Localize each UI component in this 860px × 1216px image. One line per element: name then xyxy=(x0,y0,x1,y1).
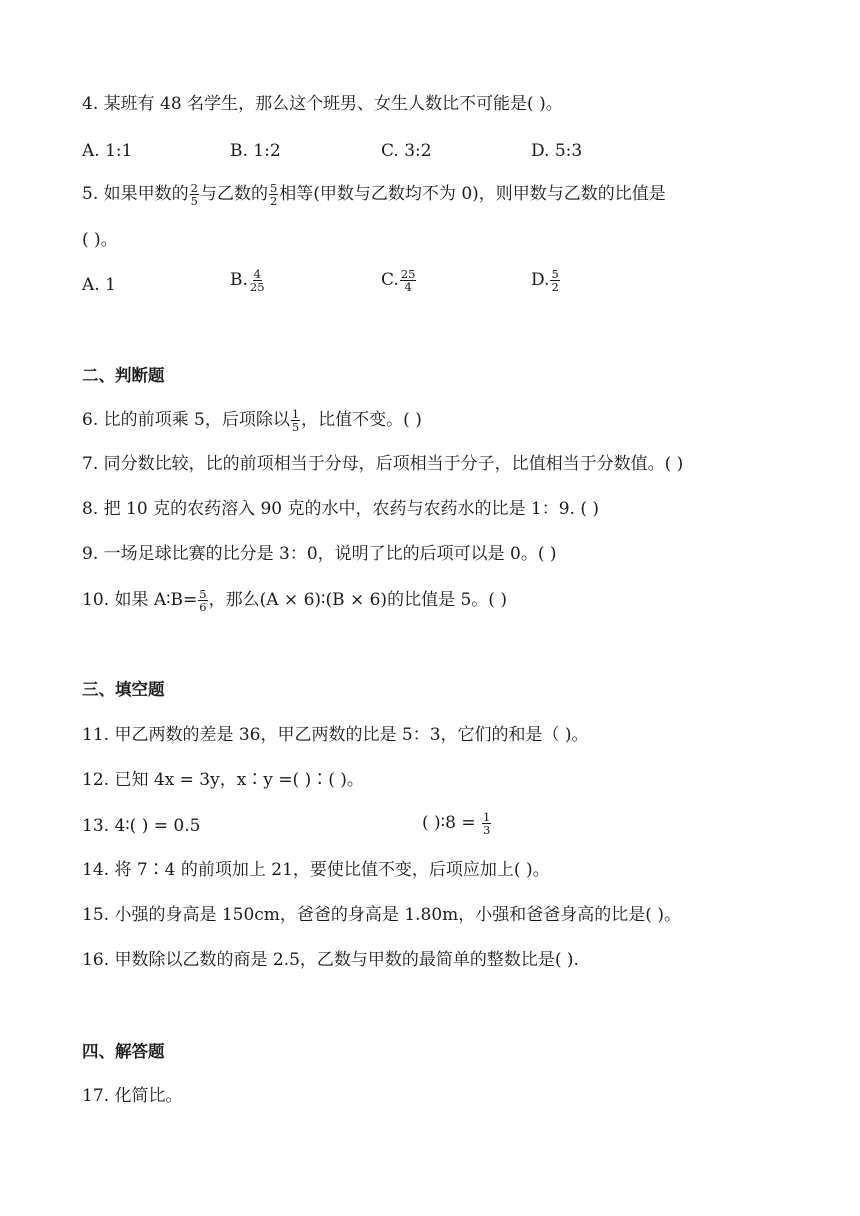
question-7: 7. 同分数比较，比的前项相当于分母，后项相当于分子，比值相当于分数值。( ) xyxy=(82,454,684,474)
question-13-part-b: ( )∶8 = $\frac{1}{3}$ xyxy=(422,810,491,837)
question-15: 15. 小强的身高是 150cm，爸爸的身高是 1.80m，小强和爸爸身高的比是( )。 xyxy=(82,905,681,925)
question-6: 6. 比的前项乘 5，后项除以 $\frac{1}{5}$ ，比值不变。( ) xyxy=(82,407,422,434)
section-3-title: 三、填空题 xyxy=(82,680,165,699)
section-2-title: 二、判断题 xyxy=(82,366,165,385)
question-14: 14. 将 7∶4 的前项加上 21，要使比值不变，后项应加上( )。 xyxy=(82,860,550,880)
question-5-blank: ( )。 xyxy=(82,230,118,250)
question-4-stem: 4. 某班有 48 名学生，那么这个班男、女生人数比不可能是( )。 xyxy=(82,94,563,114)
q6-fraction-one-fifth: $\frac{1}{5}$ xyxy=(291,407,300,434)
section-4-title: 四、解答题 xyxy=(82,1042,165,1061)
question-8: 8. 把 10 克的农药溶入 90 克的水中，农药与农药水的比是 1：9. ( ) xyxy=(82,499,600,519)
q5-option-c: C. $\frac{25}{4}$ xyxy=(381,267,416,294)
q5-option-b-fraction: $\frac{4}{25}$ xyxy=(249,267,265,294)
q4-option-d: D. 5:3 xyxy=(531,141,583,161)
q13-fraction-one-third: $\frac{1}{3}$ xyxy=(482,810,491,837)
q5-option-c-fraction: $\frac{25}{4}$ xyxy=(400,267,416,294)
q4-option-b: B. 1:2 xyxy=(230,141,281,161)
q4-option-c: C. 3:2 xyxy=(381,141,432,161)
question-13-part-a: 13. 4∶( ) = 0.5 xyxy=(82,816,201,836)
q5-text-c: 相等(甲数与乙数均不为 0)，则甲数与乙数的比值是 xyxy=(279,184,666,204)
question-12: 12. 已知 4x = 3y，x∶y =( )∶( )。 xyxy=(82,770,364,790)
question-10: 10. 如果 A∶B= $\frac{5}{6}$ ，那么(A × 6)∶(B × 6)的比值是 5。( ) xyxy=(82,587,507,614)
q5-text-b: 与乙数的 xyxy=(199,184,268,204)
q4-option-a: A. 1:1 xyxy=(82,141,133,161)
question-9: 9. 一场足球比赛的比分是 3：0，说明了比的后项可以是 0。( ) xyxy=(82,544,557,564)
question-5-stem xyxy=(82,182,666,207)
question-16: 16. 甲数除以乙数的商是 2.5，乙数与甲数的最简单的整数比是( ). xyxy=(82,950,579,970)
q5-option-b: B. $\frac{4}{25}$ xyxy=(230,267,265,294)
q5-text-a: 5. 如果甲数的 xyxy=(82,184,189,204)
q5-option-d: D. $\frac{5}{2}$ xyxy=(531,267,559,294)
question-11: 11. 甲乙两数的差是 36，甲乙两数的比是 5：3，它们的和是（ )。 xyxy=(82,725,589,745)
q5-fraction-two-fifths: $\frac{2}{5}$ xyxy=(190,181,198,208)
q5-option-d-fraction: $\frac{5}{2}$ xyxy=(551,267,559,294)
q5-fraction-five-halves: $\frac{5}{2}$ xyxy=(269,181,278,208)
q5-option-a: A. 1 xyxy=(82,275,116,295)
question-17: 17. 化简比。 xyxy=(82,1086,183,1106)
q10-fraction-five-sixths: $\frac{5}{6}$ xyxy=(199,587,207,614)
